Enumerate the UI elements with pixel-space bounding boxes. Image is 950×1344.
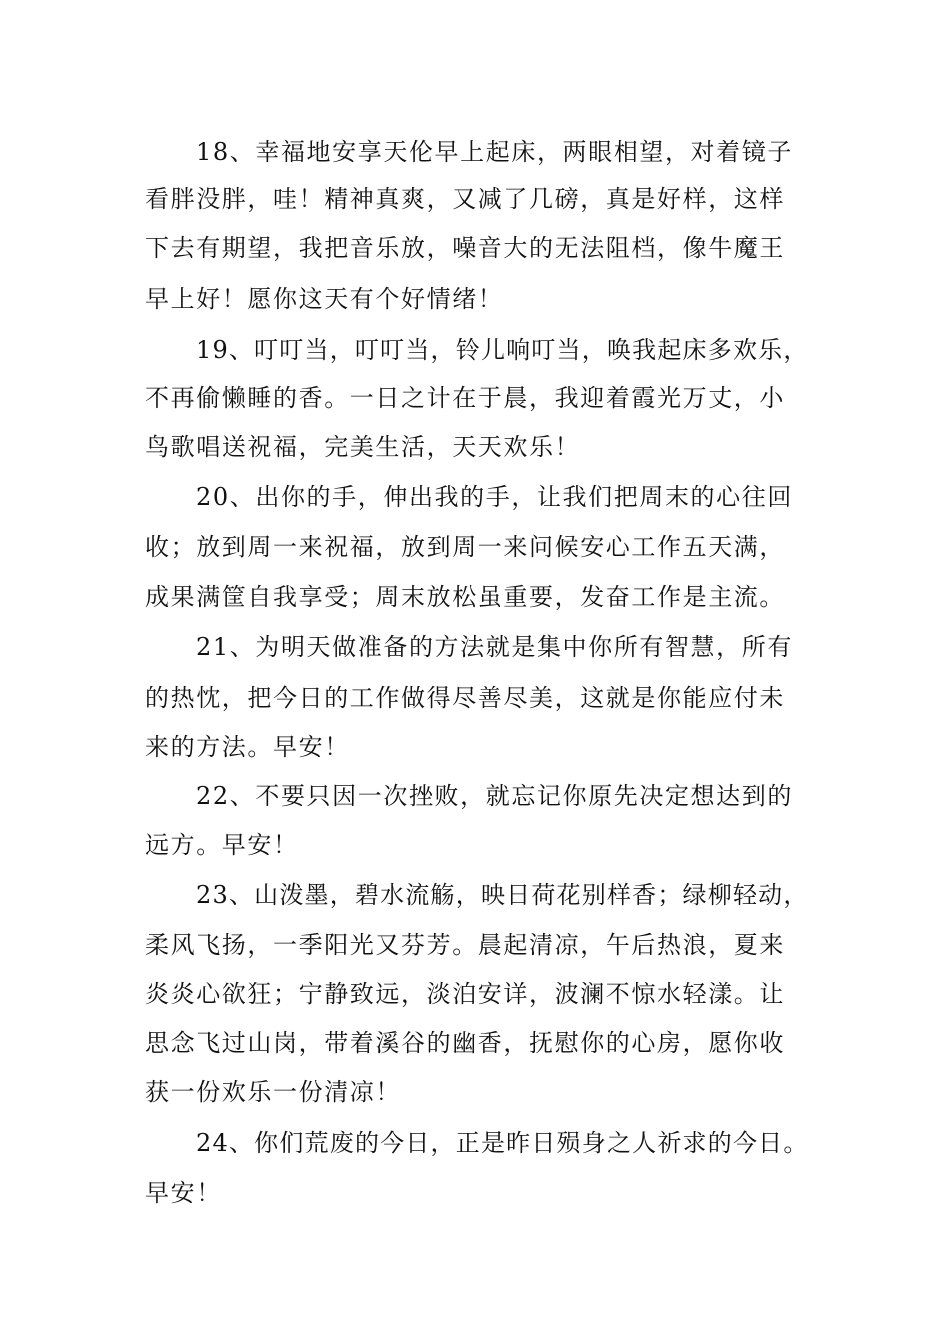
paragraph-18-line-2: 看胖没胖，哇！精神真爽，又减了几磅，真是好样，这样	[145, 185, 785, 213]
paragraph-18-line-4: 早上好！愿你这天有个好情绪！	[145, 285, 504, 313]
paragraph-23-line-1: 23、山泼墨，碧水流觞，映日荷花别样香；绿柳轻动，	[196, 881, 809, 909]
paragraph-19-line-2: 不再偷懒睡的香。一日之计在于晨，我迎着霞光万丈，小	[145, 384, 785, 412]
paragraph-22-line-2: 远方。早安！	[145, 831, 299, 859]
paragraph-20-line-3: 成果满筐自我享受；周末放松虽重要，发奋工作是主流。	[145, 583, 785, 611]
paragraph-22-line-1: 22、不要只因一次挫败，就忘记你原先决定想达到的	[196, 782, 793, 810]
paragraph-24-line-2: 早安！	[145, 1179, 222, 1207]
paragraph-21-line-1: 21、为明天做准备的方法就是集中你所有智慧，所有	[196, 633, 793, 661]
paragraph-21-line-2: 的热忱，把今日的工作做得尽善尽美，这就是你能应付未	[145, 684, 785, 712]
paragraph-23-line-4: 思念飞过山岗，带着溪谷的幽香，抚慰你的心房，愿你收	[145, 1029, 785, 1057]
paragraph-21-line-3: 来的方法。早安！	[145, 733, 350, 761]
paragraph-19-line-1: 19、叮叮当，叮叮当，铃儿响叮当，唤我起床多欢乐，	[196, 336, 809, 364]
paragraph-18-line-3: 下去有期望，我把音乐放，噪音大的无法阻档，像牛魔王	[145, 234, 785, 262]
paragraph-20-line-1: 20、出你的手，伸出我的手，让我们把周末的心往回	[196, 483, 793, 511]
paragraph-24-line-1: 24、你们荒废的今日，正是昨日殒身之人祈求的今日。	[196, 1129, 809, 1157]
paragraph-18-line-1: 18、幸福地安享天伦早上起床，两眼相望，对着镜子	[196, 138, 793, 166]
paragraph-19-line-3: 鸟歌唱送祝福，完美生活，天天欢乐！	[145, 433, 581, 461]
paragraph-23-line-2: 柔风飞扬，一季阳光又芬芳。晨起清凉，午后热浪，夏来	[145, 931, 785, 959]
paragraph-23-line-3: 炎炎心欲狂；宁静致远，淡泊安详，波澜不惊水轻漾。让	[145, 980, 785, 1008]
paragraph-23-line-5: 获一份欢乐一份清凉！	[145, 1078, 401, 1106]
paragraph-20-line-2: 收；放到周一来祝福，放到周一来问候安心工作五天满，	[145, 533, 785, 561]
